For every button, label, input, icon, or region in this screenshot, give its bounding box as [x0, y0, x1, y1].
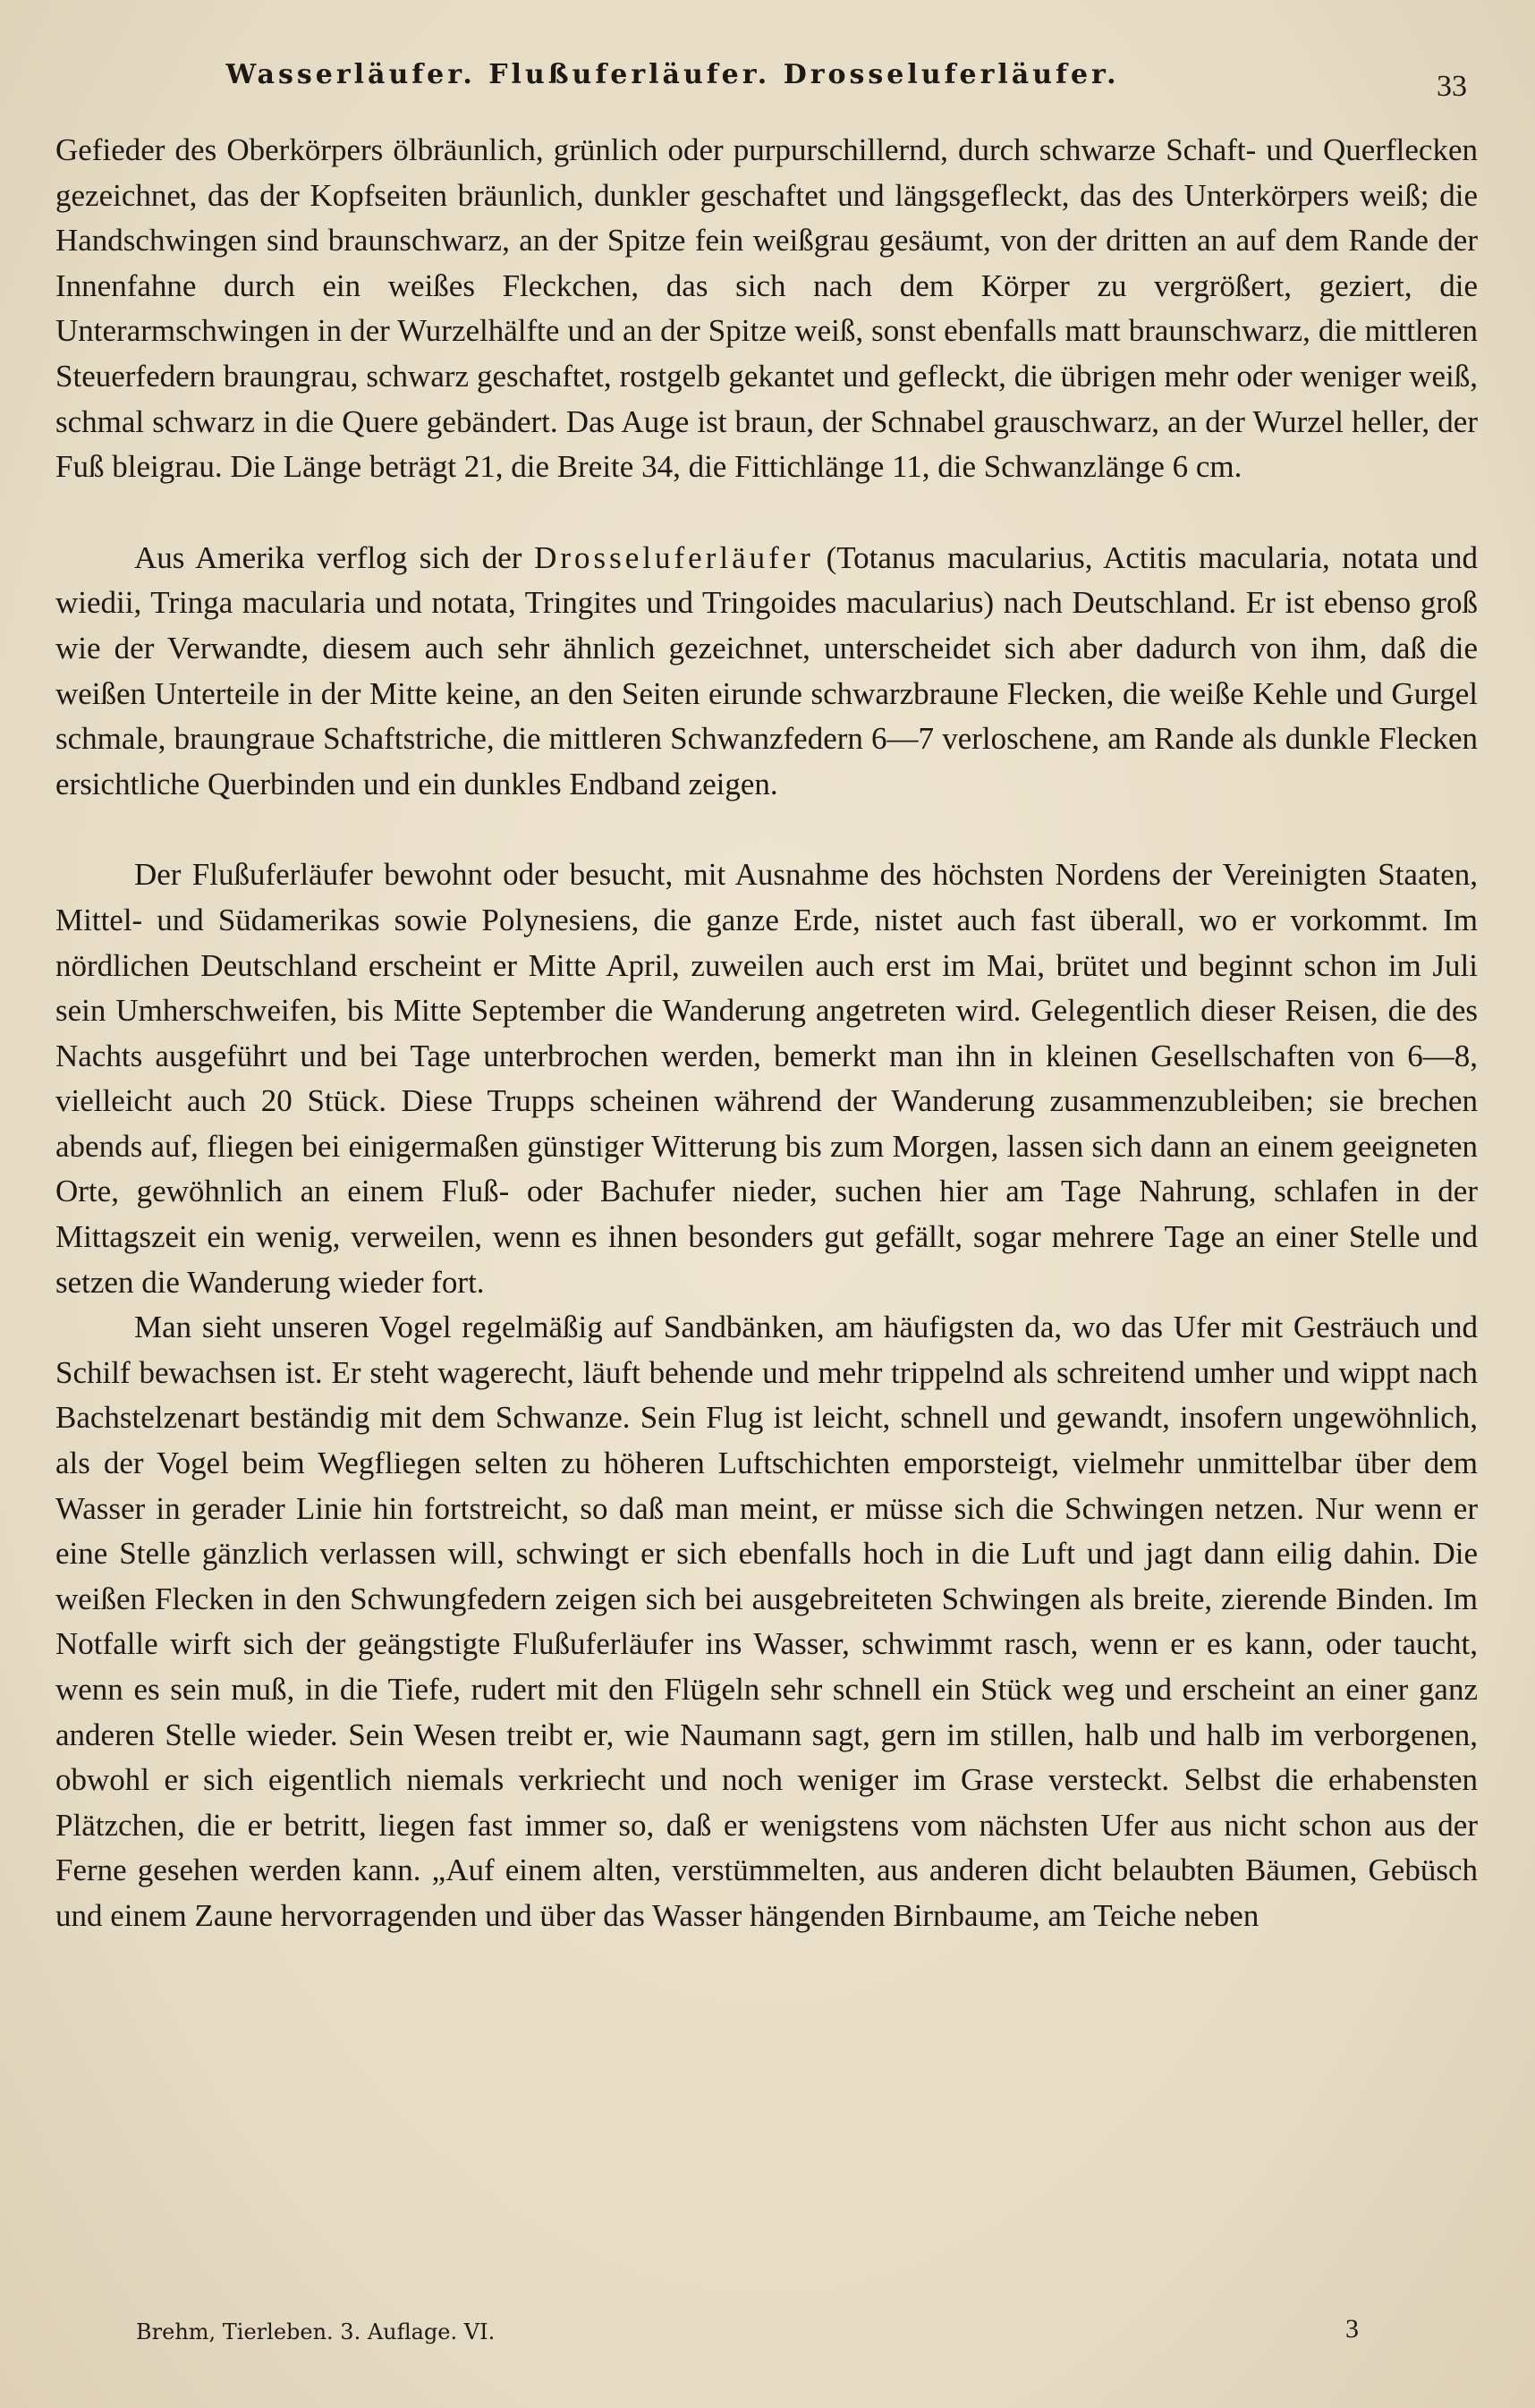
paragraph-drosseluferlaeufer: [55, 536, 1478, 808]
running-title: Wasserläufer. Flußuferläufer. Drosseluferläufer.: [225, 59, 1120, 90]
running-head: [55, 59, 1478, 113]
page-number: 33: [1437, 70, 1467, 103]
footer-imprint: Brehm, Tierleben. 3. Auflage. VI.: [136, 2319, 496, 2344]
page-footer: [136, 2314, 1388, 2355]
book-page: [55, 0, 1478, 2408]
species-name: Drosseluferläufer: [534, 539, 814, 575]
paragraph-behaviour: Man sieht unseren Vogel regelmäßig auf Sandbänken, am häufigsten da, wo das Ufer mit Gesträuch und Schilf bewachsen ist. Er steht wagerecht, läuft behende und mehr trippelnd als schreitend umher und wippt nach Bachstelzenart beständig mit dem Schwanze. Sein Flug ist leicht, schnell und gewandt, insofern ungewöhnlich, als der Vogel beim Wegfliegen selten zu höheren Luftschichten emporsteigt, vielmehr unmittelbar über dem Wasser in gerader Linie hin fortstreicht, so daß man meint, er müsse sich die Schwingen netzen. Nur wenn er eine Stelle gänzlich verlassen will, schwingt er sich ebenfalls hoch in die Luft und jagt dann eilig dahin. Die weißen Flecken in den Schwungfedern zeigen sich bei ausgebreiteten Schwingen als breite, zierende Binden. Im Notfalle wirft sich der geängstigte Flußuferläufer ins Wasser, schwimmt rasch, wenn er es kann, oder taucht, wenn es sein muß, in die Tiefe, rudert mit den Flügeln sehr schnell ein Stück weg und erscheint an einer ganz anderen Stelle wieder. Sein Wesen treibt er, wie Naumann sagt, gern im stillen, halb und halb im verborgenen, obwohl er sich eigentlich niemals verkriecht und noch weniger im Grase versteckt. Selbst die erhabensten Plätzchen, die er betritt, liegen fast immer so, daß er wenigstens vom nächsten Ufer aus nicht schon aus der Ferne gesehen werden kann. „Auf einem alten, verstümmelten, aus anderen dicht belaubten Bäumen, Gebüsch und einem Zaune hervorragenden und über das Wasser hängenden Birnbaume, am Teiche neben: [55, 1310, 1478, 1933]
paragraph-distribution: Der Flußuferläufer bewohnt oder besucht, mit Ausnahme des höchsten Nordens der Vereinigten Staaten, Mittel- und Südamerikas sowie Polynesiens, die ganze Erde, nistet auch fast überall, wo er vorkommt. Im nördlichen Deutschland erscheint er Mitte April, zuweilen auch erst im Mai, brütet und beginnt schon im Juli sein Umherschweifen, bis Mitte September die Wanderung angetreten wird. Gelegentlich dieser Reisen, die des Nachts ausgeführt und bei Tage unterbrochen werden, bemerkt man ihn in kleinen Gesellschaften von 6—8, vielleicht auch 20 Stück. Diese Trupps scheinen während der Wanderung zusammenzubleiben; sie brechen abends auf, fliegen bei einigermaßen günstiger Witterung bis zum Morgen, lassen sich dann an einem geeigneten Orte, gewöhnlich an einem Fluß- oder Bachufer nieder, suchen hier am Tage Nahrung, schlafen in der Mittagszeit ein wenig, verweilen, wenn es ihnen besonders gut gefällt, sogar mehrere Tage an einer Stelle und setzen die Wanderung wieder fort.: [55, 857, 1478, 1300]
body-text: [55, 128, 1478, 1939]
signature-mark: 3: [1345, 2314, 1359, 2344]
paragraph-intro: Aus Amerika verflog sich der: [134, 539, 535, 575]
paragraph-plumage-description: Gefieder des Oberkörpers ölbräunlich, grünlich oder purpurschillernd, durch schwarze Schaft- und Querflecken gezeichnet, das der Kopfseiten bräunlich, dunkler geschaftet und längsgefleckt, das des Unterkörpers weiß; die Handschwingen sind braunschwarz, an der Spitze fein weißgrau gesäumt, von der dritten an auf dem Rande der Innenfahne durch ein weißes Fleckchen, das sich nach dem Körper zu vergrößert, geziert, die Unterarmschwingen in der Wurzelhälfte und an der Spitze weiß, sonst ebenfalls matt braunschwarz, die mittleren Steuerfedern braungrau, schwarz geschaftet, rostgelb gekantet und gefleckt, die übrigen mehr oder weniger weiß, schmal schwarz in die Quere gebändert. Das Auge ist braun, der Schnabel grauschwarz, an der Wurzel heller, der Fuß bleigrau. Die Länge beträgt 21, die Breite 34, die Fittichlänge 11, die Schwanzlänge 6 cm.: [55, 132, 1478, 485]
paragraph-rest: (Totanus macularius, Actitis macularia, notata und wiedii, Tringa macularia und notata, Tringites und Tringoides macularius) nach Deutschland. Er ist ebenso groß wie der Verwandte, diesem auch sehr ähnlich gezeichnet, unterscheidet sich aber dadurch von ihm, daß die weißen Unterteile in der Mitte keine, an den Seiten eirunde schwarzbraune Flecken, die weiße Kehle und Gurgel schmale, braungraue Schaftstriche, die mittleren Schwanzfedern 6—7 verloschene, am Rande als dunkle Flecken ersichtliche Querbinden und ein dunkles Endband zeigen.: [55, 539, 1478, 801]
